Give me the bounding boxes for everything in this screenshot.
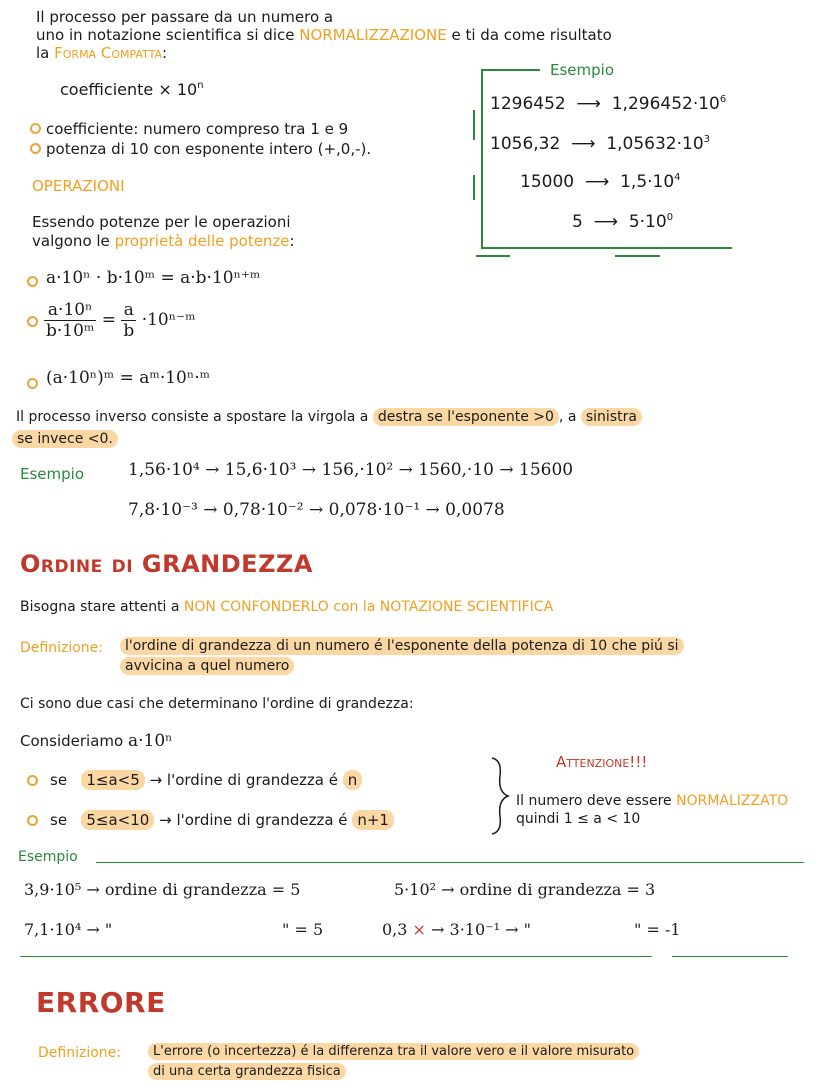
formula-exponent: n — [197, 80, 204, 91]
power-rule-power: (a·10ⁿ)ᵐ = aᵐ·10ⁿ·ᵐ — [46, 368, 211, 388]
inverse-text: , a — [558, 409, 577, 425]
example-row-4 — [572, 212, 673, 232]
intro-text: uno in notazione scientifica si dice — [36, 26, 295, 44]
example-divider-bottom-left — [20, 956, 652, 957]
fraction-main — [44, 300, 96, 341]
bullet-icon — [27, 815, 38, 826]
ordine-definition-label: Definizione: — [20, 640, 103, 656]
intro-line-3 — [36, 44, 167, 62]
ordine-text: Bisogna stare attenti a — [20, 599, 180, 615]
ordine-example-1: 3,9·10⁵ → ordine di grandezza = 5 — [24, 880, 301, 899]
ordine-text: Consideriamo — [20, 732, 124, 750]
highlight-condition: 5≤a<10 — [81, 810, 154, 830]
operations-title: OPERAZIONI — [32, 177, 125, 195]
example-row-2 — [490, 134, 710, 154]
ordine-cases-intro: Ci sono due casi che determinano l'ordine di grandezza: — [20, 696, 414, 712]
formula-text: coefficiente × 10 — [60, 80, 198, 99]
highlight-destra: destra se l'esponente >0 — [373, 408, 559, 426]
bullet-icon — [27, 316, 38, 327]
bullet-icon — [27, 276, 38, 287]
fraction-numerator: a — [121, 300, 136, 321]
ordine-example-label: Esempio — [18, 849, 78, 865]
operations-line-2 — [32, 232, 295, 250]
fraction-coeff — [121, 300, 136, 341]
attention-note-line-1 — [516, 792, 788, 810]
power-rule-product: a·10ⁿ · b·10ᵐ = a·b·10ⁿ⁺ᵐ — [46, 268, 261, 288]
example-from: 1296452 — [490, 94, 566, 114]
attention-label: Attenzione!!! — [556, 753, 648, 771]
ordine-definition-line-2 — [120, 657, 294, 675]
bullet-coefficient: coefficiente: numero compreso tra 1 e 9 — [46, 120, 349, 138]
example-from: 15000 — [520, 172, 575, 192]
ordine-text: se — [50, 811, 68, 829]
operations-text: valgono le — [32, 232, 110, 250]
ordine-text: Il numero deve essere — [516, 793, 672, 809]
intro-text: e ti da come risultato — [451, 26, 612, 44]
example2-line-1: 1,56·10⁴ → 15,6·10³ → 156,·10² → 1560,·10 → 15600 — [128, 460, 574, 480]
arrow-icon: ⟶ — [588, 212, 624, 232]
arrow-icon: ⟶ — [571, 94, 607, 114]
bullet-icon — [27, 775, 38, 786]
ordine-text: → l'ordine di grandezza é — [149, 771, 338, 789]
example-exp: 3 — [703, 134, 711, 145]
example2-label: Esempio — [20, 465, 84, 483]
power-tail: ·10ⁿ⁻ᵐ — [141, 310, 196, 330]
ordine-text: → l'ordine di grandezza é — [159, 811, 348, 829]
highlight-invece: se invece <0. — [12, 430, 118, 448]
inverse-line-2 — [12, 430, 118, 448]
errore-definition-label: Definizione: — [38, 1045, 121, 1061]
ordine-text: se — [50, 771, 68, 789]
fraction-numerator: a·10ⁿ — [44, 300, 96, 321]
example-divider-top — [96, 862, 804, 863]
ordine-example-2: 5·10² → ordine di grandezza = 3 — [394, 880, 656, 899]
ordine-warning — [20, 598, 553, 616]
highlight-result: n+1 — [352, 810, 394, 830]
bullet-icon — [30, 123, 41, 134]
highlight-definition: avvicina a quel numero — [120, 657, 294, 675]
example-value: 0,3 — [382, 920, 408, 939]
keyword-normalizzato: NORMALIZZATO — [676, 793, 789, 809]
arrow-icon: ⟶ — [565, 134, 601, 154]
example-divider-bottom-right — [672, 956, 788, 957]
intro-text: la — [36, 44, 50, 62]
ordine-example-4c: " = -1 — [634, 920, 681, 939]
ordine-expression: a·10ⁿ — [128, 731, 173, 751]
operations-line-1: Essendo potenze per le operazioni — [32, 213, 291, 231]
ordine-example-3a: 7,1·10⁴ → " — [24, 920, 113, 939]
ordine-example-3b: " = 5 — [282, 920, 324, 939]
ordine-consider — [20, 732, 173, 750]
bullet-icon — [30, 143, 41, 154]
example-to: 1,5·10 — [620, 172, 675, 192]
ordine-case-1 — [50, 771, 362, 789]
section-title-errore: ERRORE — [36, 986, 166, 1019]
example-exp: 0 — [666, 212, 674, 223]
fraction-denominator: b — [123, 321, 135, 341]
example-value: → 3·10⁻¹ → " — [431, 920, 531, 939]
highlight-condition: 1≤a<5 — [81, 770, 144, 790]
fraction-denominator: b·10ᵐ — [46, 321, 95, 341]
example-box-title: Esempio — [550, 61, 614, 79]
bullet-exponent: potenza di 10 con esponente intero (+,0,-). — [46, 140, 372, 158]
section-title-ordine: Ordine di GRANDEZZA — [20, 550, 313, 578]
highlight-definition: L'errore (o incertezza) é la differenza tra il valore vero e il valore misurato — [148, 1043, 639, 1060]
brace-icon — [488, 756, 512, 836]
example-from: 1056,32 — [490, 134, 561, 154]
example-to: 1,05632·10 — [606, 134, 704, 154]
bullet-icon — [27, 378, 38, 389]
keyword-non-confonderlo: NON CONFONDERLO con la NOTAZIONE SCIENTIFICA — [183, 599, 554, 615]
ordine-case-2 — [50, 811, 394, 829]
cross-mark-icon: × — [412, 920, 426, 939]
intro-text: : — [162, 44, 168, 62]
keyword-proprieta-potenze: proprietà delle potenze — [114, 232, 290, 250]
highlight-result: n — [343, 770, 363, 790]
example-from: 5 — [572, 212, 583, 232]
power-rule-quotient — [44, 300, 196, 341]
intro-line-2 — [36, 26, 612, 44]
highlight-sinistra: sinistra — [581, 408, 642, 426]
intro-line-1: Il processo per passare da un numero a — [36, 8, 334, 26]
operations-text: : — [289, 232, 295, 250]
highlight-definition: di una certa grandezza fisica — [148, 1063, 346, 1080]
errore-definition-line-2 — [148, 1062, 346, 1081]
equals: = — [101, 310, 116, 330]
example-to: 5·10 — [628, 212, 667, 232]
inverse-text: Il processo inverso consiste a spostare la virgola a — [16, 409, 369, 425]
example-to: 1,296452·10 — [611, 94, 720, 114]
compact-form-formula — [60, 80, 204, 99]
example2-line-2: 7,8·10⁻³ → 0,78·10⁻² → 0,078·10⁻¹ → 0,0078 — [128, 500, 505, 520]
keyword-normalizzazione: NORMALIZZAZIONE — [299, 26, 447, 44]
arrow-icon: ⟶ — [579, 172, 615, 192]
example-exp: 4 — [674, 172, 681, 183]
highlight-definition: l'ordine di grandezza di un numero é l'esponente della potenza di 10 che piú si — [120, 637, 684, 655]
example-exp: 6 — [719, 94, 727, 105]
example-row-1 — [490, 94, 726, 114]
example-row-3 — [520, 172, 681, 192]
inverse-line-1 — [16, 408, 642, 426]
ordine-example-4 — [382, 920, 531, 939]
attention-note-line-2: quindi 1 ≤ a < 10 — [516, 811, 641, 827]
ordine-definition-line-1 — [120, 637, 684, 655]
errore-definition-line-1 — [148, 1042, 639, 1061]
keyword-forma-compatta: Forma Compatta — [54, 44, 162, 62]
